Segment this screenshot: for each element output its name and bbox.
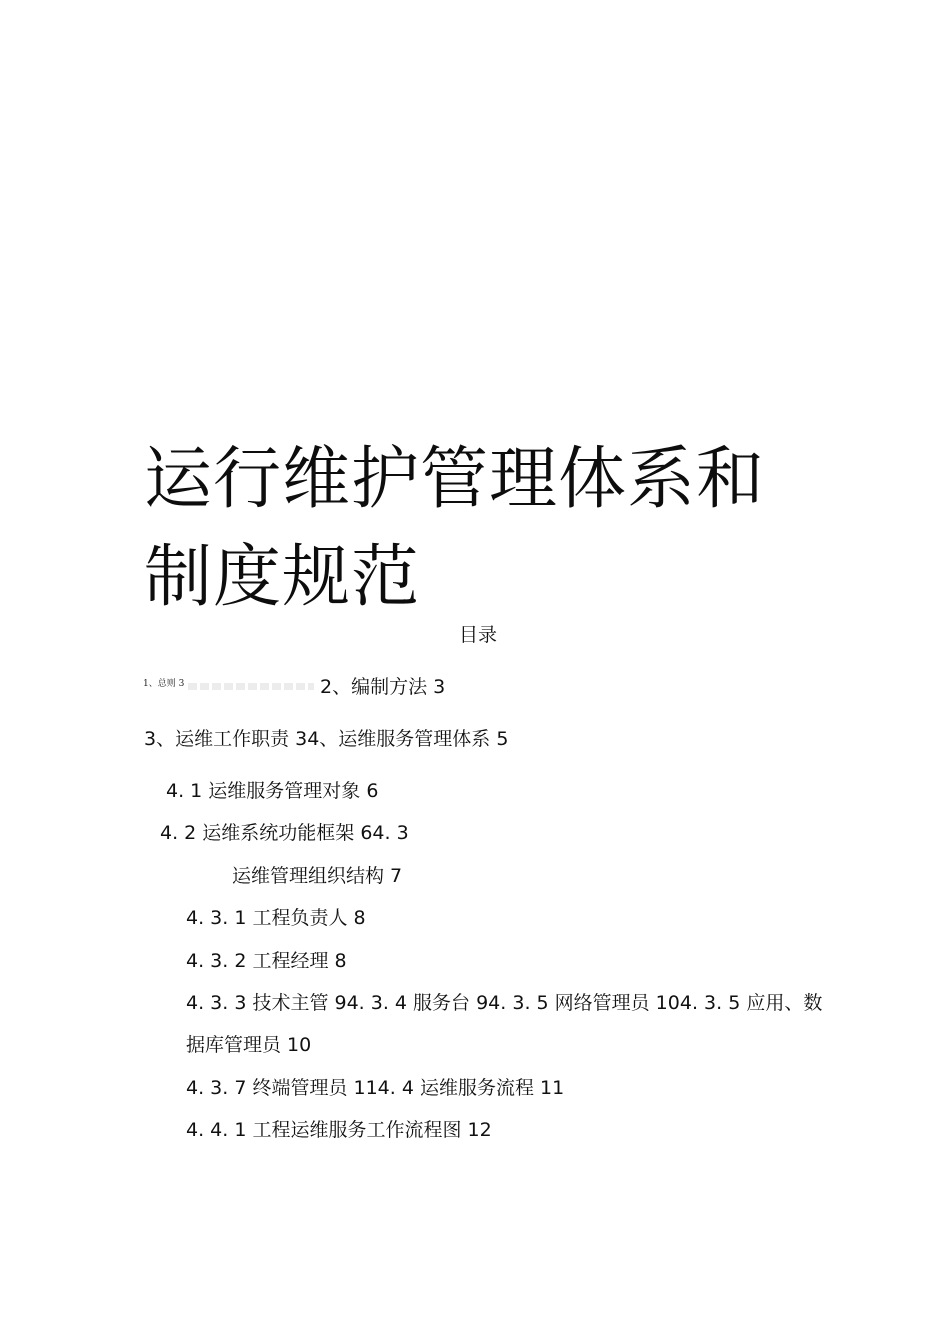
document-title-line-2: 制度规范 bbox=[144, 538, 421, 617]
toc-item-4-3-7: 4. 3. 7 终端管理员 114. 4 运维服务流程 11 bbox=[186, 1077, 565, 1099]
toc-item-4-3-3: 4. 3. 3 技术主管 94. 3. 4 服务台 94. 3. 5 网络管理员 104. 3. 5 应用、数 bbox=[186, 992, 823, 1014]
toc-item-4-3-3-continued: 据库管理员 10 bbox=[186, 1034, 312, 1056]
toc-item-compilation-method: 2、编制方法 3 bbox=[320, 676, 446, 698]
toc-item-general: 1、总则 3 bbox=[143, 679, 185, 689]
toc-item-4-2: 4. 2 运维系统功能框架 64. 3 bbox=[160, 822, 409, 844]
document-title-line-1: 运行维护管理体系和 bbox=[144, 440, 766, 519]
faint-text-artifact bbox=[188, 683, 314, 690]
toc-item-4-3-2: 4. 3. 2 工程经理 8 bbox=[186, 950, 347, 972]
toc-item-duties-and-system: 3、运维工作职责 34、运维服务管理体系 5 bbox=[144, 728, 509, 750]
toc-item-4-1: 4. 1 运维服务管理对象 6 bbox=[166, 780, 379, 802]
toc-item-4-4-1: 4. 4. 1 工程运维服务工作流程图 12 bbox=[186, 1119, 492, 1141]
toc-item-4-3: 运维管理组织结构 7 bbox=[232, 865, 403, 887]
toc-item-4-3-1: 4. 3. 1 工程负责人 8 bbox=[186, 907, 366, 929]
toc-heading: 目录 bbox=[459, 624, 498, 646]
